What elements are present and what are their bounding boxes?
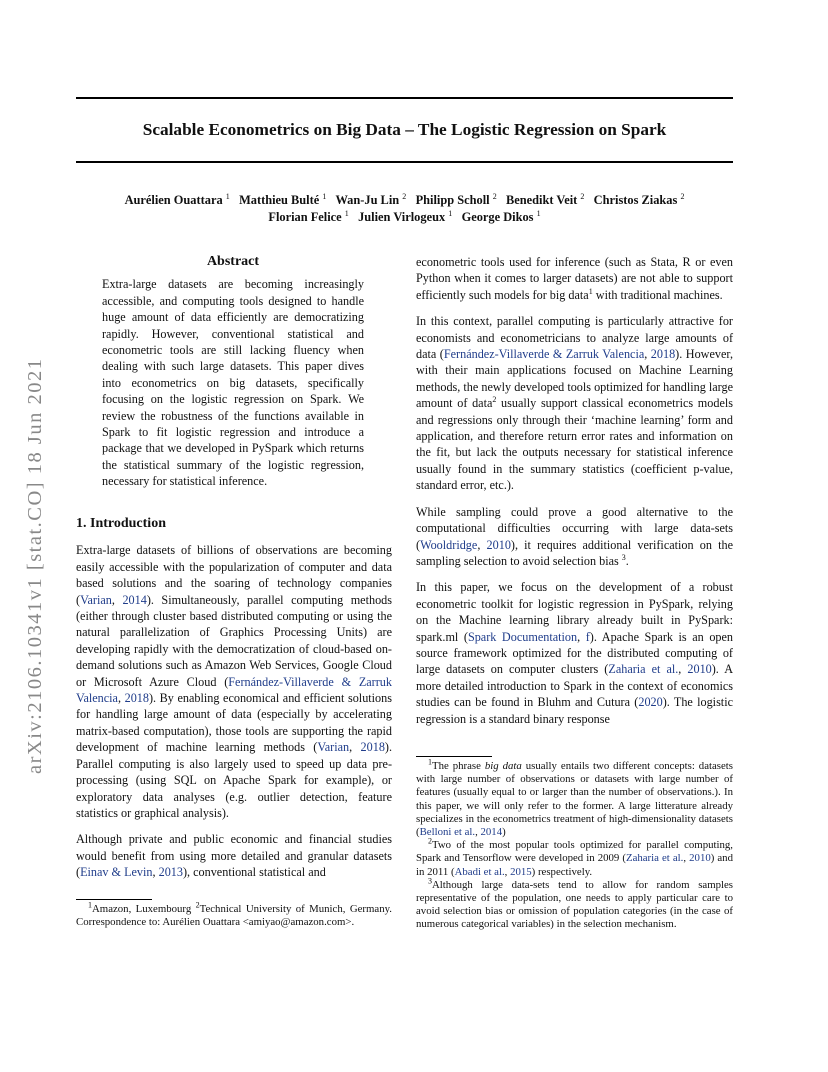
authors-line-1 <box>76 191 733 209</box>
citation-link[interactable]: 2015 <box>510 865 532 878</box>
citation-link[interactable]: 2014 <box>480 826 503 839</box>
author: Julien Virlogeux $^1$ <box>358 208 453 224</box>
title-top-rule <box>76 97 733 99</box>
footnote-3: $^3$Although large data-sets tend to allow for random samples representative of the population, one needs to apply particular care to avoid selection bias or omission of population categories (in the case of numerous categorical variables) in the selection mechanism. <box>416 876 733 931</box>
citation-link[interactable]: 2010 <box>486 537 511 552</box>
citation-link[interactable]: 2014 <box>122 592 147 607</box>
citation-link[interactable]: Zaharia et al. <box>608 662 679 677</box>
citation-link[interactable]: Einav & Levin <box>80 865 153 880</box>
author: George Dikos $^1$ <box>461 208 541 224</box>
section-heading-introduction: 1. Introduction <box>76 516 166 531</box>
right-paragraph-1: econometric tools used for inference (such as Stata, R or even Python when it comes to larger datasets) are not able to support efficiently such models for big data$^1$ with traditional machines. <box>416 255 733 302</box>
citation-link[interactable]: Zaharia et al. <box>625 852 684 865</box>
citation-link[interactable]: Fernández-Villaverde & Zarruk Valencia <box>443 347 645 362</box>
author: Matthieu Bulté $^1$ <box>239 191 327 207</box>
citation-link[interactable]: 2018 <box>650 347 676 362</box>
citation-link[interactable]: Varian <box>317 740 350 755</box>
footnote-2: $^2$Two of the most popular tools optimized for parallel computing, Spark and Tensorflow were developed in 2009 (Zaharia et al., 2010) and in 2011 (Abadi et al., 2015) respectively. <box>416 836 733 878</box>
citation-link[interactable]: Abadi et al. <box>454 865 505 878</box>
citation-link[interactable]: 2020 <box>638 695 663 710</box>
citation-link[interactable]: 2010 <box>689 852 711 865</box>
citation-link[interactable]: Belloni et al. <box>419 826 476 839</box>
citation-link[interactable]: 2018 <box>360 740 385 755</box>
citation-link[interactable]: 2013 <box>158 865 183 880</box>
citation-link[interactable]: Varian <box>80 592 112 607</box>
citation-link[interactable]: Wooldridge <box>420 537 478 552</box>
citation-link[interactable]: Fernández-Villaverde & Zarruk Valencia <box>76 674 392 706</box>
author: Christos Ziakas $^2$ <box>593 191 685 207</box>
citation-link[interactable]: Spark Documentation <box>467 629 578 644</box>
paper-title: Scalable Econometrics on Big Data – The Logistic Regression on Spark <box>142 120 667 139</box>
right-paragraph-2: In this context, parallel computing is particularly attractive for economists and econometricians to analyze large amounts of data (Fernández-Villaverde & Zarruk Valencia, 2018). However, with their main applications focused on Machine Learning methods, the newly developed tools optimized for handling large amount of data$^2$ usually support classical econometrics models and regressions only through their ‘machine learning’ form and application, and therefore return error rates and information on the fit, but lack the outputs necessary for statistical inference usually found in the summary statistics (coefficient p-value, standard error, etc.). <box>416 314 734 493</box>
author: Philipp Scholl $^2$ <box>415 191 497 207</box>
footnote-affiliations: $^1$Amazon, Luxembourg $^2$Technical University of Munich, Germany. Correspondence to: Aurélien Ouattara <amiyao@amazon.com>. <box>76 900 392 929</box>
arxiv-identifier: arXiv:2106.10341v1 [stat.CO] 18 Jun 2021 <box>24 357 46 774</box>
right-paragraph-4: In this paper, we focus on the development of a robust econometric toolkit for logistic regression in PySpark, relying on the Machine learning library already built in PySpark: spark.ml (Spark Documentation, f). Apache Spark is an open source framework optimized for the distributed computing of large datasets on computer clusters (Zaharia et al., 2010). A more detailed introduction to Spark in the context of economics studies can be found in Bluhm and Cutura (2020). The logistic regression is a standard binary response <box>416 580 734 726</box>
citation-link[interactable]: 2018 <box>124 691 149 706</box>
footnotes-right <box>416 757 733 932</box>
left-column <box>76 516 392 891</box>
footnote-1: $^1$The phrase big data usually entails two different concepts: datasets with large number of observations or datasets with large number of features (usually equal to or larger than the number of observations.). In this paper, we will only refer to the former. A large litterature already specializes in the econometrics treatment of high-dimensionality datasets (Belloni et al., 2014) <box>416 757 733 839</box>
author: Aurélien Ouattara $^1$ <box>124 191 230 207</box>
intro-paragraph-1: Extra-large datasets of billions of observations are becoming easily accessible with the popularization of computer and data based solutions and the soaring of technology companies (Varian, 2014). Simultaneously, parallel computing methods (either through cluster based distributed computing or using the natural parallelization of Graphics Processing Units) are developing rapidly with the democratization of cloud-based on-demand solutions such as Amazon Web Services, Google Cloud or Microsoft Azure Cloud (Fernández-Villaverde & Zarruk Valencia, 2018). By enabling economical and efficient solutions for handling large amount of data (especially by accelerating matrix-based computation), those tools are supporting the rapid development of machine learning methods (Varian, 2018). Parallel computing is also largely used to speed up data pre-processing (using SQL on Apache Spark for example), or exploratory data analyses (e.g. outlier detection, feature statistics or graphical analysis). <box>76 543 393 820</box>
citation-link[interactable]: 2010 <box>687 662 712 677</box>
intro-paragraph-2: Although private and public economic and financial studies would benefit from using more detailed and granular datasets (Einav & Levin, 2013), conventional statistical and <box>76 832 392 880</box>
authors-line-2 <box>76 208 733 226</box>
author: Wan-Ju Lin $^2$ <box>335 191 407 207</box>
citation-link[interactable]: f <box>585 629 590 644</box>
title-bottom-rule <box>76 161 733 163</box>
right-column <box>416 254 733 737</box>
abstract-heading: Abstract <box>206 254 260 269</box>
right-paragraph-3: While sampling could prove a good alternative to the computational difficulties occurring with large data-sets (Wooldridge, 2010), it requires additional verification on the sampling selection to avoid selection bias $^3$. <box>416 504 733 568</box>
abstract <box>102 254 364 500</box>
author: Florian Felice $^1$ <box>268 208 349 224</box>
abstract-text: Extra-large datasets are becoming increasingly accessible, and computing tools designed to handle huge amount of data efficiently are democratizing rapidly. However, conventional statistical and econometric tools are still lacking fluency when dealing with such large datasets. This paper dives into econometrics on big datasets, specifically focusing on the logistic regression on Spark. We review the robustness of the functions available in Spark to fit logistic regression and introduce a package that we developed in PySpark which returns the statistical summary of the logistic regression, necessary for statistical inference. <box>102 277 364 489</box>
author: Benedikt Veit $^2$ <box>506 191 585 207</box>
